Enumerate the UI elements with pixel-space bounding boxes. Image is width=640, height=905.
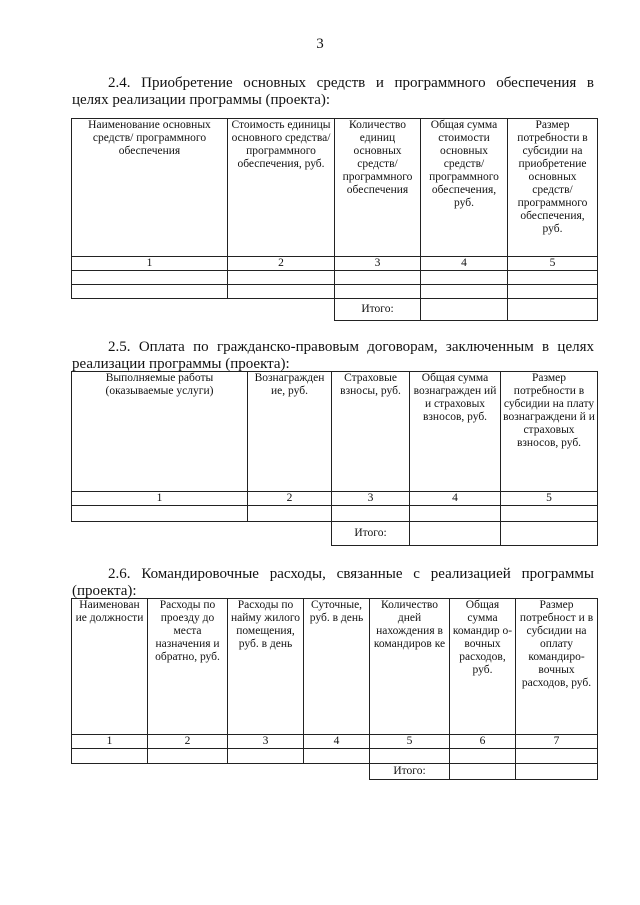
column-header: Общая сумма стоимости основных средств/ программного обеспечения, руб. [421,119,508,257]
table-cell [72,749,148,764]
column-number: 5 [501,492,598,506]
column-header: Вознагражден ие, руб. [248,372,332,492]
table-cell [228,285,335,299]
column-header: Размер потребност и в субсидии на оплату командиро-вочных расходов, руб. [516,599,598,735]
total-label: Итого: [335,299,421,321]
section-2-4-heading [72,75,594,109]
column-number: 3 [332,492,410,506]
travel-expenses-table [71,598,598,780]
table-cell [450,749,516,764]
column-number: 2 [148,735,228,749]
section-2-5-heading-line2: реализации программы (проекта): [72,356,290,372]
column-number-row [72,735,598,749]
fixed-assets-table [71,118,598,321]
table-cell [248,506,332,522]
column-number: 4 [410,492,501,506]
column-header: Размер потребности в субсидии на приобретение основных средств/ программного обеспечения, руб. [508,119,598,257]
table-header-row [72,599,598,735]
table-cell [335,285,421,299]
table-cell [228,271,335,285]
column-header: Размер потребности в субсидии на плату вознаграждени й и страховых взносов, руб. [501,372,598,492]
column-number: 5 [508,257,598,271]
table-cell [335,271,421,285]
total-label: Итого: [332,522,410,546]
column-number: 3 [228,735,304,749]
total-row [72,522,598,546]
total-row [72,764,598,780]
column-number: 7 [516,735,598,749]
column-header: Наименование основных средств/ программного обеспечения [72,119,228,257]
column-header: Общая сумма командир о-вочных расходов, руб. [450,599,516,735]
table-row [72,271,598,285]
column-number: 1 [72,492,248,506]
table-cell [508,285,598,299]
table-row [72,749,598,764]
table-cell [72,285,228,299]
total-cell [501,522,598,546]
table-cell [501,506,598,522]
section-2-5-heading-line1: 2.5. Оплата по гражданско-правовым договорам, заключенным в целях [108,339,594,355]
column-header: Количество единиц основных средств/ программного обеспечения [335,119,421,257]
table-cell [332,506,410,522]
column-number-row [72,492,598,506]
civil-contracts-table [71,371,598,546]
total-cell [516,764,598,780]
column-header: Стоимость единицы основного средства/ программного обеспечения, руб. [228,119,335,257]
column-number: 1 [72,735,148,749]
section-2-5-heading [72,339,594,373]
table-cell [370,749,450,764]
column-header: Расходы по проезду до места назначения и обратно, руб. [148,599,228,735]
table-row [72,285,598,299]
total-cell [421,299,508,321]
column-header: Выполняемые работы (оказываемые услуги) [72,372,248,492]
section-2-6-heading-line2: (проекта): [72,583,137,599]
total-label: Итого: [370,764,450,780]
column-number: 3 [335,257,421,271]
table-cell [421,285,508,299]
table-row [72,506,598,522]
table-cell [304,749,370,764]
table-cell [72,506,248,522]
column-number: 5 [370,735,450,749]
column-number: 4 [421,257,508,271]
total-row [72,299,598,321]
section-2-6-heading-line1: 2.6. Командировочные расходы, связанные с реализацией программы [108,566,594,582]
total-cell [508,299,598,321]
column-number: 4 [304,735,370,749]
page-number: 3 [316,36,324,52]
column-number: 2 [248,492,332,506]
total-cell [410,522,501,546]
column-number: 6 [450,735,516,749]
column-header: Суточные, руб. в день [304,599,370,735]
column-header: Наименован ие должности [72,599,148,735]
column-header: Страховые взносы, руб. [332,372,410,492]
total-cell [450,764,516,780]
column-number: 2 [228,257,335,271]
table-header-row [72,119,598,257]
table-cell [421,271,508,285]
table-header-row [72,372,598,492]
column-number-row [72,257,598,271]
table-cell [72,271,228,285]
table-cell [148,749,228,764]
table-cell [516,749,598,764]
section-2-4-heading-line2: целях реализации программы (проекта): [72,92,331,108]
column-header: Количество дней нахождения в командиров ке [370,599,450,735]
table-cell [508,271,598,285]
section-2-6-heading [72,566,594,600]
table-cell [410,506,501,522]
column-header: Общая сумма вознагражден ий и страховых взносов, руб. [410,372,501,492]
column-number: 1 [72,257,228,271]
column-header: Расходы по найму жилого помещения, руб. в день [228,599,304,735]
table-cell [228,749,304,764]
section-2-4-heading-line1: 2.4. Приобретение основных средств и программного обеспечения в [108,75,594,91]
